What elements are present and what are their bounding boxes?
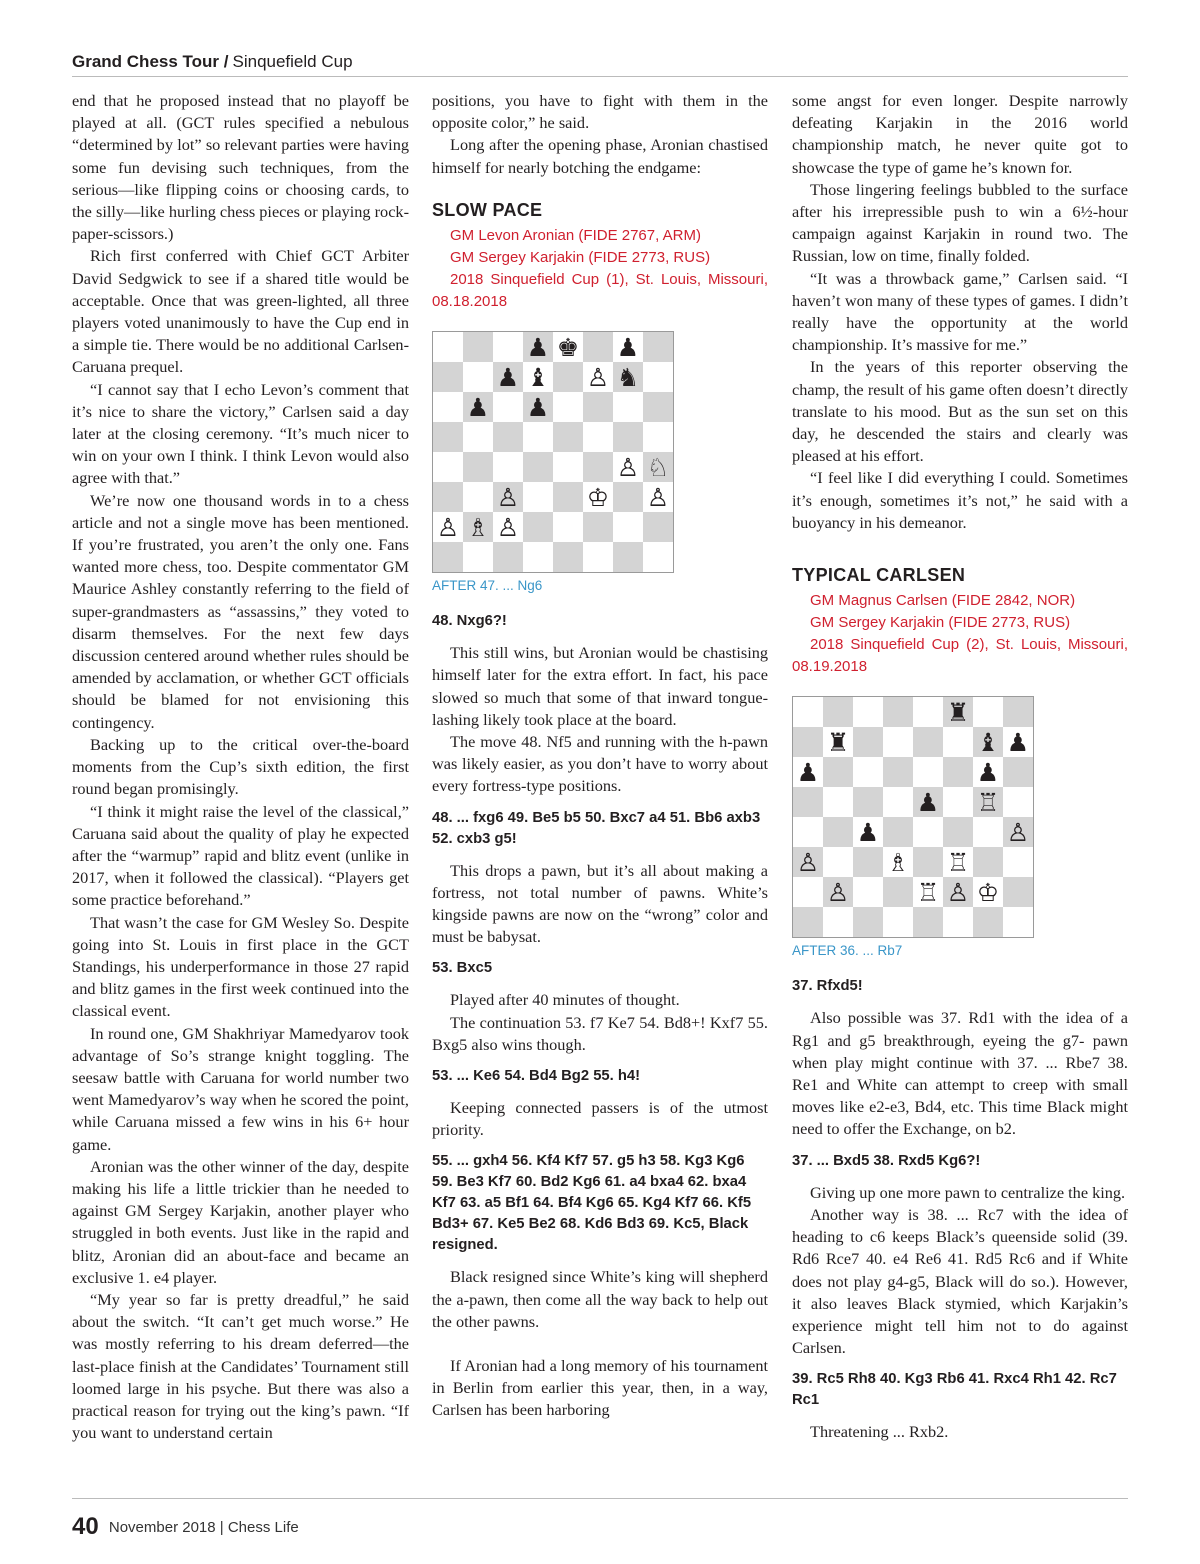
board-square <box>523 542 553 572</box>
board-square <box>793 847 823 877</box>
white-pawn-icon: ♙ <box>496 512 520 542</box>
board-square <box>493 482 523 512</box>
board-square <box>463 362 493 392</box>
column-3 <box>792 90 1128 1444</box>
black-pawn-icon: ♟ <box>616 332 640 362</box>
board-square <box>823 877 853 907</box>
black-pawn-icon: ♟ <box>1006 727 1030 757</box>
board-square <box>973 727 1003 757</box>
board-square <box>883 907 913 937</box>
white-knight-icon: ♘ <box>646 452 670 482</box>
board-square <box>943 907 973 937</box>
diagram-caption: AFTER 47. ... Ng6 <box>432 578 543 594</box>
board-square <box>433 452 463 482</box>
diagram-caption: AFTER 36. ... Rb7 <box>792 943 903 959</box>
black-pawn-icon: ♟ <box>526 332 550 362</box>
board-square <box>1003 817 1033 847</box>
white-pawn-icon: ♙ <box>826 877 850 907</box>
move-notation: 37. Rfxd5! <box>792 978 863 995</box>
game-heading: SLOW PACE <box>432 199 543 220</box>
board-square <box>793 727 823 757</box>
board-square <box>493 542 523 572</box>
black-pawn-icon: ♟ <box>796 757 820 787</box>
board-square <box>853 757 883 787</box>
board-square <box>493 512 523 542</box>
paragraph: “It was a throwback game,” Carlsen said. “I haven’t won many of these types of games. I didn’t really have the opportunity at the world championship. It’s massive for me.” <box>792 268 1128 355</box>
board-square <box>973 697 1003 727</box>
board-square <box>823 817 853 847</box>
board-square <box>553 392 583 422</box>
board-square <box>883 847 913 877</box>
white-bishop-icon: ♗ <box>886 847 910 877</box>
board-square <box>913 817 943 847</box>
board-square <box>613 542 643 572</box>
board-square <box>643 362 673 392</box>
board-square <box>553 422 583 452</box>
board-square <box>883 697 913 727</box>
board-square <box>643 392 673 422</box>
board-square <box>973 787 1003 817</box>
move-notation: 53. ... Ke6 54. Bd4 Bg2 55. h4! <box>432 1068 641 1085</box>
paragraph: Also possible was 37. Rd1 with the idea of a Rg1 and g5 breakthrough, eyeing the g7- pawn when play might continue with 37. ... Rbe7 38. Re1 and White can attempt to creep with small moves like e2-e3, Bd4, etc. This time Black might need to offer the Exchange, on b2. <box>792 1008 1128 1139</box>
paragraph: Those lingering feelings bubbled to the surface after his irrepressible push to win a 6½-hour campaign against Karjakin in round two. The Russian, low on time, finally folded. <box>792 179 1128 266</box>
board-square <box>913 787 943 817</box>
paragraph: Black resigned since White’s king will shepherd the a-pawn, then come all the way back to help out the other pawns. <box>432 1267 768 1331</box>
board-square <box>523 392 553 422</box>
black-pawn-icon: ♟ <box>466 392 490 422</box>
paragraph: In the years of this reporter observing the champ, the result of his game often doesn’t directly translate to his mood. But as the sun set on this day, he descended the stairs and clearly was pleased at his effort. <box>792 357 1128 466</box>
chess-diagram <box>432 331 674 573</box>
board-square <box>793 697 823 727</box>
board-square <box>943 877 973 907</box>
black-pawn-icon: ♟ <box>916 787 940 817</box>
board-square <box>643 512 673 542</box>
game-black: GM Sergey Karjakin (FIDE 2773, RUS) <box>810 614 1071 632</box>
footer-text: November 2018 | Chess Life <box>108 1519 299 1536</box>
board-square <box>1003 877 1033 907</box>
board-square <box>493 332 523 362</box>
board-square <box>493 452 523 482</box>
paragraph: Another way is 38. ... Rc7 with the idea of heading to c6 keeps Black’s queenside solid (39. Rd6 Rce7 40. e4 Re6 41. Rd5 Rc6 and if White does not play g4-g5, Black will do so.). However, it also leaves Black stymied, which Karjakin’s experience might tell him not to do against Carlsen. <box>792 1204 1128 1358</box>
board-square <box>913 697 943 727</box>
paragraph: positions, you have to fight with them in the opposite color,” he said. <box>432 91 768 133</box>
board-square <box>553 452 583 482</box>
board-square <box>613 482 643 512</box>
white-pawn-icon: ♙ <box>496 482 520 512</box>
board-square <box>883 817 913 847</box>
paragraph: Threatening ... Rxb2. <box>810 1422 949 1442</box>
board-square <box>913 907 943 937</box>
white-pawn-icon: ♙ <box>436 512 460 542</box>
white-rook-icon: ♖ <box>916 877 940 907</box>
board-square <box>583 422 613 452</box>
board-square <box>553 332 583 362</box>
board-square <box>1003 907 1033 937</box>
board-square <box>433 332 463 362</box>
board-square <box>433 542 463 572</box>
game-white: GM Levon Aronian (FIDE 2767, ARM) <box>450 227 701 245</box>
white-pawn-icon: ♙ <box>946 877 970 907</box>
board-square <box>883 877 913 907</box>
board-square <box>643 542 673 572</box>
paragraph: Aronian was the other winner of the day, despite making his life a little trickier than he needed to against GM Sergey Karjakin, another player who struggled in both events. Just like in the rapid and blitz, Aronian did an about-face and became an exclusive 1. e4 player. <box>72 1156 409 1287</box>
game-event: 2018 Sinquefield Cup (1), St. Louis, Missouri, 08.18.2018 <box>432 271 768 311</box>
board-square <box>853 907 883 937</box>
move-notation: 48. Nxg6?! <box>432 613 507 630</box>
board-square <box>613 332 643 362</box>
paragraph: Rich first conferred with Chief GCT Arbiter David Sedgwick to see if a shared title would be acceptable. Once that was green-lighted, all three players voted unanimously to have the Cup end in a simple tie. There would be no additional Carlsen-Caruana prequel. <box>72 246 409 377</box>
move-notation: 37. ... Bxd5 38. Rxd5 Kg6?! <box>792 1152 981 1169</box>
black-pawn-icon: ♟ <box>856 817 880 847</box>
paragraph: some angst for even longer. Despite narrowly defeating Karjakin in the 2016 world championship match, he never quite got to showcase the type of game he’s known for. <box>792 91 1128 177</box>
board-square <box>613 422 643 452</box>
board-square <box>493 422 523 452</box>
header-section: Grand Chess Tour / <box>72 52 229 71</box>
board-square <box>553 512 583 542</box>
board-square <box>853 817 883 847</box>
board-square <box>523 482 553 512</box>
board-square <box>823 907 853 937</box>
board-square <box>1003 847 1033 877</box>
white-king-icon: ♔ <box>586 482 610 512</box>
board-square <box>613 452 643 482</box>
running-header <box>72 52 1128 77</box>
board-square <box>643 482 673 512</box>
board-square <box>583 542 613 572</box>
black-rook-icon: ♜ <box>826 727 850 757</box>
board-square <box>583 362 613 392</box>
header-subsection: Sinquefield Cup <box>232 52 353 71</box>
move-notation: 39. Rc5 Rh8 40. Kg3 Rb6 41. Rxc4 Rh1 42. Rc7 Rc1 <box>792 1371 1117 1409</box>
board-square <box>613 392 643 422</box>
board-square <box>883 727 913 757</box>
board-square <box>613 512 643 542</box>
board-square <box>823 757 853 787</box>
paragraph: The continuation 53. f7 Ke7 54. Bd8+! Kxf7 55. Bxg5 also wins though. <box>432 1012 768 1054</box>
board-square <box>853 787 883 817</box>
board-square <box>523 362 553 392</box>
paragraph: This still wins, but Aronian would be chastising himself later for the extra effort. In fact, his pace slowed so much that some of that inward tongue-lashing likely took place at the board. <box>432 643 768 729</box>
board-square <box>1003 697 1033 727</box>
board-square <box>853 847 883 877</box>
board-square <box>433 512 463 542</box>
paragraph: end that he proposed instead that no playoff be played at all. (GCT rules specified a nebulous “determined by lot” so relevant parties were having some fun devising such techniques, from the serious—like flipping coins or choosing cards, to the silly—like hurling chess pieces or playing rock-paper-scissors.) <box>72 91 409 244</box>
board-square <box>433 392 463 422</box>
board-square <box>793 787 823 817</box>
board-square <box>943 697 973 727</box>
board-square <box>853 697 883 727</box>
board-square <box>883 787 913 817</box>
board-square <box>853 727 883 757</box>
paragraph: Played after 40 minutes of thought. <box>450 990 680 1010</box>
board-square <box>943 787 973 817</box>
page-number: 40 <box>72 1513 99 1540</box>
column-2 <box>432 90 768 1422</box>
black-pawn-icon: ♟ <box>496 362 520 392</box>
board-square <box>973 877 1003 907</box>
move-notation: 55. ... gxh4 56. Kf4 Kf7 57. g5 h3 58. Kg3 Kg6 59. Be3 Kf7 60. Bd2 Kg6 61. a4 bxa4 62. bxa4 Kf7 63. a5 Bf1 64. Bf4 Kg6 65. Kg4 Kf7 66. Kf5 Bd3+ 67. Ke5 Be2 68. Kd6 Bd3 69. Kc5, Black resigned. <box>432 1153 752 1254</box>
board-square <box>643 452 673 482</box>
board-square <box>943 817 973 847</box>
black-pawn-icon: ♟ <box>526 392 550 422</box>
board-square <box>913 727 943 757</box>
board-square <box>913 877 943 907</box>
board-square <box>463 512 493 542</box>
paragraph: We’re now one thousand words in to a chess article and not a single move has been mentioned. If you’re frustrated, you aren’t the only one. Fans wanted more chess, too. Despite commentator GM Maurice Ashley constantly referring to the field of super-grandmasters as “assassins,” they voted to disarm themselves. For the next few days discussion centered around whether rules should be amended by acclamation, or whether GCT officials should be blamed for not envisioning this contingency. <box>72 490 409 732</box>
board-square <box>433 362 463 392</box>
board-square <box>973 817 1003 847</box>
board-square <box>523 452 553 482</box>
board-square <box>583 392 613 422</box>
black-king-icon: ♚ <box>556 332 580 362</box>
paragraph: “I think it might raise the level of the classical,” Caruana said about the quality of play he expected after the “warmup” rapid and blitz event (unlike in 2017, when it followed the classical). “Players get some practice beforehand.” <box>72 801 409 910</box>
move-notation: 48. ... fxg6 49. Be5 b5 50. Bxc7 a4 51. Bb6 axb3 52. cxb3 g5! <box>432 809 761 847</box>
board-square <box>463 422 493 452</box>
white-pawn-icon: ♙ <box>1006 817 1030 847</box>
white-bishop-icon: ♗ <box>466 512 490 542</box>
board-square <box>973 907 1003 937</box>
board-square <box>1003 757 1033 787</box>
board-square <box>943 727 973 757</box>
board-square <box>823 847 853 877</box>
move-notation: 53. Bxc5 <box>432 960 493 977</box>
board-square <box>583 482 613 512</box>
board-square <box>613 362 643 392</box>
white-king-icon: ♔ <box>976 877 1000 907</box>
white-rook-icon: ♖ <box>976 787 1000 817</box>
paragraph: Backing up to the critical over-the-board moments from the Cup’s sixth edition, the first round began promisingly. <box>72 734 409 799</box>
paragraph: If Aronian had a long memory of his tournament in Berlin from earlier this year, then, in a way, Carlsen has been harboring <box>432 1356 768 1420</box>
board-square <box>553 362 583 392</box>
board-square <box>853 877 883 907</box>
board-square <box>643 332 673 362</box>
board-square <box>1003 727 1033 757</box>
black-bishop-icon: ♝ <box>976 727 1000 757</box>
board-square <box>433 482 463 512</box>
game-white: GM Magnus Carlsen (FIDE 2842, NOR) <box>810 592 1076 610</box>
board-square <box>793 877 823 907</box>
board-square <box>553 542 583 572</box>
paragraph: Giving up one more pawn to centralize the king. <box>810 1182 1126 1202</box>
board-square <box>523 422 553 452</box>
game-black: GM Sergey Karjakin (FIDE 2773, RUS) <box>450 249 711 267</box>
board-square <box>793 907 823 937</box>
board-square <box>793 757 823 787</box>
white-rook-icon: ♖ <box>946 847 970 877</box>
game-event: 2018 Sinquefield Cup (2), St. Louis, Missouri, 08.19.2018 <box>792 636 1128 676</box>
board-square <box>463 332 493 362</box>
paragraph: The move 48. Nf5 and running with the h-pawn was likely easier, as you don’t have to worry about every fortress-type positions. <box>432 732 768 796</box>
board-square <box>493 392 523 422</box>
board-square <box>883 757 913 787</box>
black-rook-icon: ♜ <box>946 697 970 727</box>
paragraph: “I feel like I did everything I could. Sometimes it’s enough, sometimes it’s not,” he said with a buoyancy in his demeanor. <box>792 468 1128 532</box>
board-square <box>943 847 973 877</box>
board-square <box>823 787 853 817</box>
paragraph: Keeping connected passers is of the utmost priority. <box>432 1098 768 1140</box>
board-square <box>793 817 823 847</box>
black-knight-icon: ♞ <box>616 362 640 392</box>
board-square <box>463 482 493 512</box>
paragraph: That wasn’t the case for GM Wesley So. Despite going into St. Louis in first place in the GCT Standings, his underperformance in those 27 rapid and blitz games in the first week continued into the classical event. <box>72 912 409 1021</box>
black-bishop-icon: ♝ <box>526 362 550 392</box>
board-square <box>463 542 493 572</box>
board-square <box>583 452 613 482</box>
board-square <box>583 332 613 362</box>
board-square <box>913 847 943 877</box>
chess-diagram <box>792 696 1034 938</box>
column-1 <box>72 90 409 1444</box>
paragraph: “My year so far is pretty dreadful,” he said about the switch. “It can’t get much worse.” He was mostly referring to his dream deferred—the last-place finish at the Candidates’ Tournament still loomed large in his psyche. But there was also a practical reason for trying out the king’s pawn. “If you want to understand certain <box>72 1289 409 1443</box>
board-square <box>973 757 1003 787</box>
board-square <box>433 422 463 452</box>
paragraph: This drops a pawn, but it’s all about making a fortress, not total number of pawns. White’s kingside pawns are now on the “wrong” color and must be babysat. <box>432 860 768 947</box>
board-square <box>913 757 943 787</box>
board-square <box>493 362 523 392</box>
page-footer <box>72 1498 1128 1541</box>
board-square <box>1003 787 1033 817</box>
game-heading: TYPICAL CARLSEN <box>792 565 966 586</box>
board-square <box>973 847 1003 877</box>
black-pawn-icon: ♟ <box>976 757 1000 787</box>
board-square <box>643 422 673 452</box>
board-square <box>553 482 583 512</box>
board-square <box>523 512 553 542</box>
board-square <box>823 727 853 757</box>
board-square <box>463 452 493 482</box>
paragraph: Long after the opening phase, Aronian chastised himself for nearly botching the endgame: <box>432 135 768 177</box>
white-pawn-icon: ♙ <box>796 847 820 877</box>
board-square <box>823 697 853 727</box>
board-square <box>583 512 613 542</box>
paragraph: In round one, GM Shakhriyar Mamedyarov took advantage of So’s strange knight toggling. The seesaw battle with Caruana for world number two went Mamedyarov’s way when he scored the point, while Caruana missed a few wins in his 6+ hour game. <box>72 1023 409 1154</box>
board-square <box>523 332 553 362</box>
board-square <box>943 757 973 787</box>
white-pawn-icon: ♙ <box>646 482 670 512</box>
white-pawn-icon: ♙ <box>586 362 610 392</box>
paragraph: “I cannot say that I echo Levon’s comment that it’s nice to share the victory,” Carlsen said a day later at the closing ceremony. “It’s much nicer to win on your own I think. I think Levon would also agree with that.” <box>72 379 409 488</box>
white-pawn-icon: ♙ <box>616 452 640 482</box>
board-square <box>463 392 493 422</box>
